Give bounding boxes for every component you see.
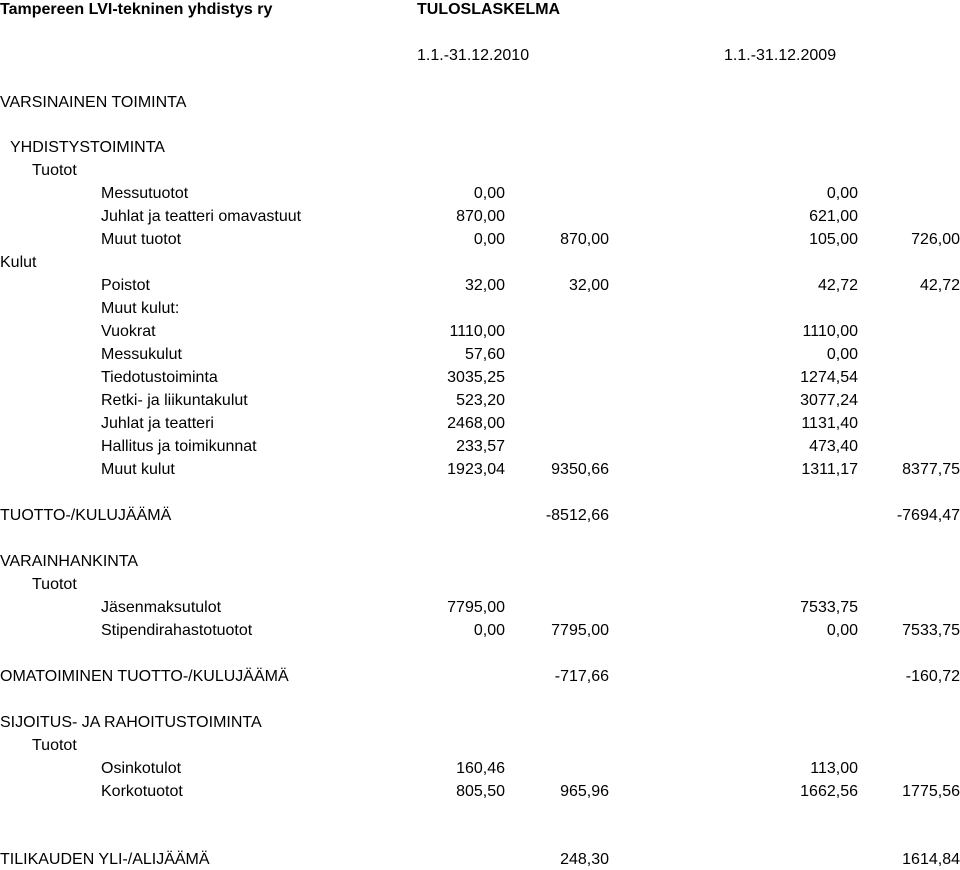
row-label: Hallitus ja toimikunnat [101,438,257,455]
row-label: Korkotuotot [101,783,183,800]
value-2009-detail: 7533,75 [800,599,858,616]
value-2009-detail: 1274,54 [800,369,858,386]
group-muut-kulut: Muut kulut: [101,300,180,317]
section-sijoitus-rahoitus: SIJOITUS- JA RAHOITUSTOIMINTA [0,714,262,731]
value-2010-detail: 523,20 [456,392,505,409]
value-2009-detail: 0,00 [826,346,858,363]
document-title: TULOSLASKELMA [417,1,561,18]
organization-name: Tampereen LVI-tekninen yhdistys ry [0,1,273,18]
value-2009-detail: 0,00 [826,185,858,202]
value-2009-detail: 1110,00 [802,323,858,340]
row-label: Muut tuotot [101,231,182,248]
value-2010-detail: 0,00 [473,185,505,202]
value-2010-detail: 160,46 [456,760,505,777]
value-2010-detail: 1923,04 [447,461,505,478]
section-varsinainen-toiminta: VARSINAINEN TOIMINTA [0,94,187,111]
value-2010-total: 965,96 [560,783,609,800]
value-2010-detail: 1110,00 [449,323,505,340]
value-2010-detail: 0,00 [473,231,505,248]
row-label: Muut kulut [101,461,175,478]
row-label: TUOTTO-/KULUJÄÄMÄ [0,507,172,524]
value-2009-total: 7533,75 [902,622,960,639]
value-2009-detail: 113,00 [810,760,858,777]
row-label: OMATOIMINEN TUOTTO-/KULUJÄÄMÄ [0,668,289,685]
value-2009-total: 8377,75 [902,461,960,478]
value-2010-detail: 805,50 [456,783,505,800]
value-2009-total: 1614,84 [902,851,960,868]
row-label: Juhlat ja teatteri [101,415,214,432]
row-label: Messukulut [101,346,182,363]
value-2009-total: -7694,47 [896,507,960,524]
value-2009-total: 1775,56 [902,783,960,800]
value-2009-total: -160,72 [905,668,960,685]
value-2009-detail: 0,00 [826,622,858,639]
row-label: Juhlat ja teatteri omavastuut [101,208,302,225]
value-2010-detail: 7795,00 [447,599,505,616]
value-2010-detail: 57,60 [464,346,505,363]
value-2010-detail: 2468,00 [447,415,505,432]
row-label: Poistot [101,277,150,294]
value-2009-detail: 1311,17 [801,461,858,478]
value-2010-total: 9350,66 [551,461,609,478]
row-label: TILIKAUDEN YLI-/ALIJÄÄMÄ [0,851,210,868]
value-2009-detail: 3077,24 [800,392,858,409]
row-label: Messutuotot [101,185,189,202]
section-yhdistystoiminta: YHDISTYSTOIMINTA [10,139,165,156]
value-2010-detail: 233,57 [456,438,505,455]
value-2010-detail: 0,00 [473,622,505,639]
value-2010-total: -717,66 [554,668,609,685]
value-2009-detail: 473,40 [809,438,858,455]
group-tuotot: Tuotot [32,576,77,593]
value-2010-total: 32,00 [568,277,609,294]
value-2010-detail: 3035,25 [447,369,505,386]
value-2009-detail: 1662,56 [800,783,858,800]
value-2009-total: 726,00 [911,231,960,248]
section-varainhankinta: VARAINHANKINTA [0,553,139,570]
group-tuotot: Tuotot [32,162,77,179]
row-label: Stipendirahastotuotot [101,622,253,639]
value-2010-total: 7795,00 [551,622,609,639]
value-2009-detail: 42,72 [817,277,858,294]
row-label: Jäsenmaksutulot [101,599,222,616]
row-label: Tiedotustoiminta [101,369,218,386]
period-2009-header: 1.1.-31.12.2009 [724,47,837,64]
group-tuotot: Tuotot [32,737,77,754]
period-2010-header: 1.1.-31.12.2010 [417,47,530,64]
row-label: Retki- ja liikuntakulut [101,392,248,409]
value-2010-total: -8512,66 [545,507,609,524]
row-label: Vuokrat [101,323,156,340]
value-2010-detail: 32,00 [464,277,505,294]
row-label: Osinkotulot [101,760,182,777]
group-kulut: Kulut [0,254,37,271]
value-2009-detail: 621,00 [809,208,858,225]
value-2009-detail: 1131,40 [801,415,858,432]
value-2009-detail: 105,00 [809,231,858,248]
value-2010-detail: 870,00 [456,208,505,225]
value-2009-total: 42,72 [919,277,960,294]
value-2010-total: 248,30 [560,851,609,868]
value-2010-total: 870,00 [560,231,609,248]
